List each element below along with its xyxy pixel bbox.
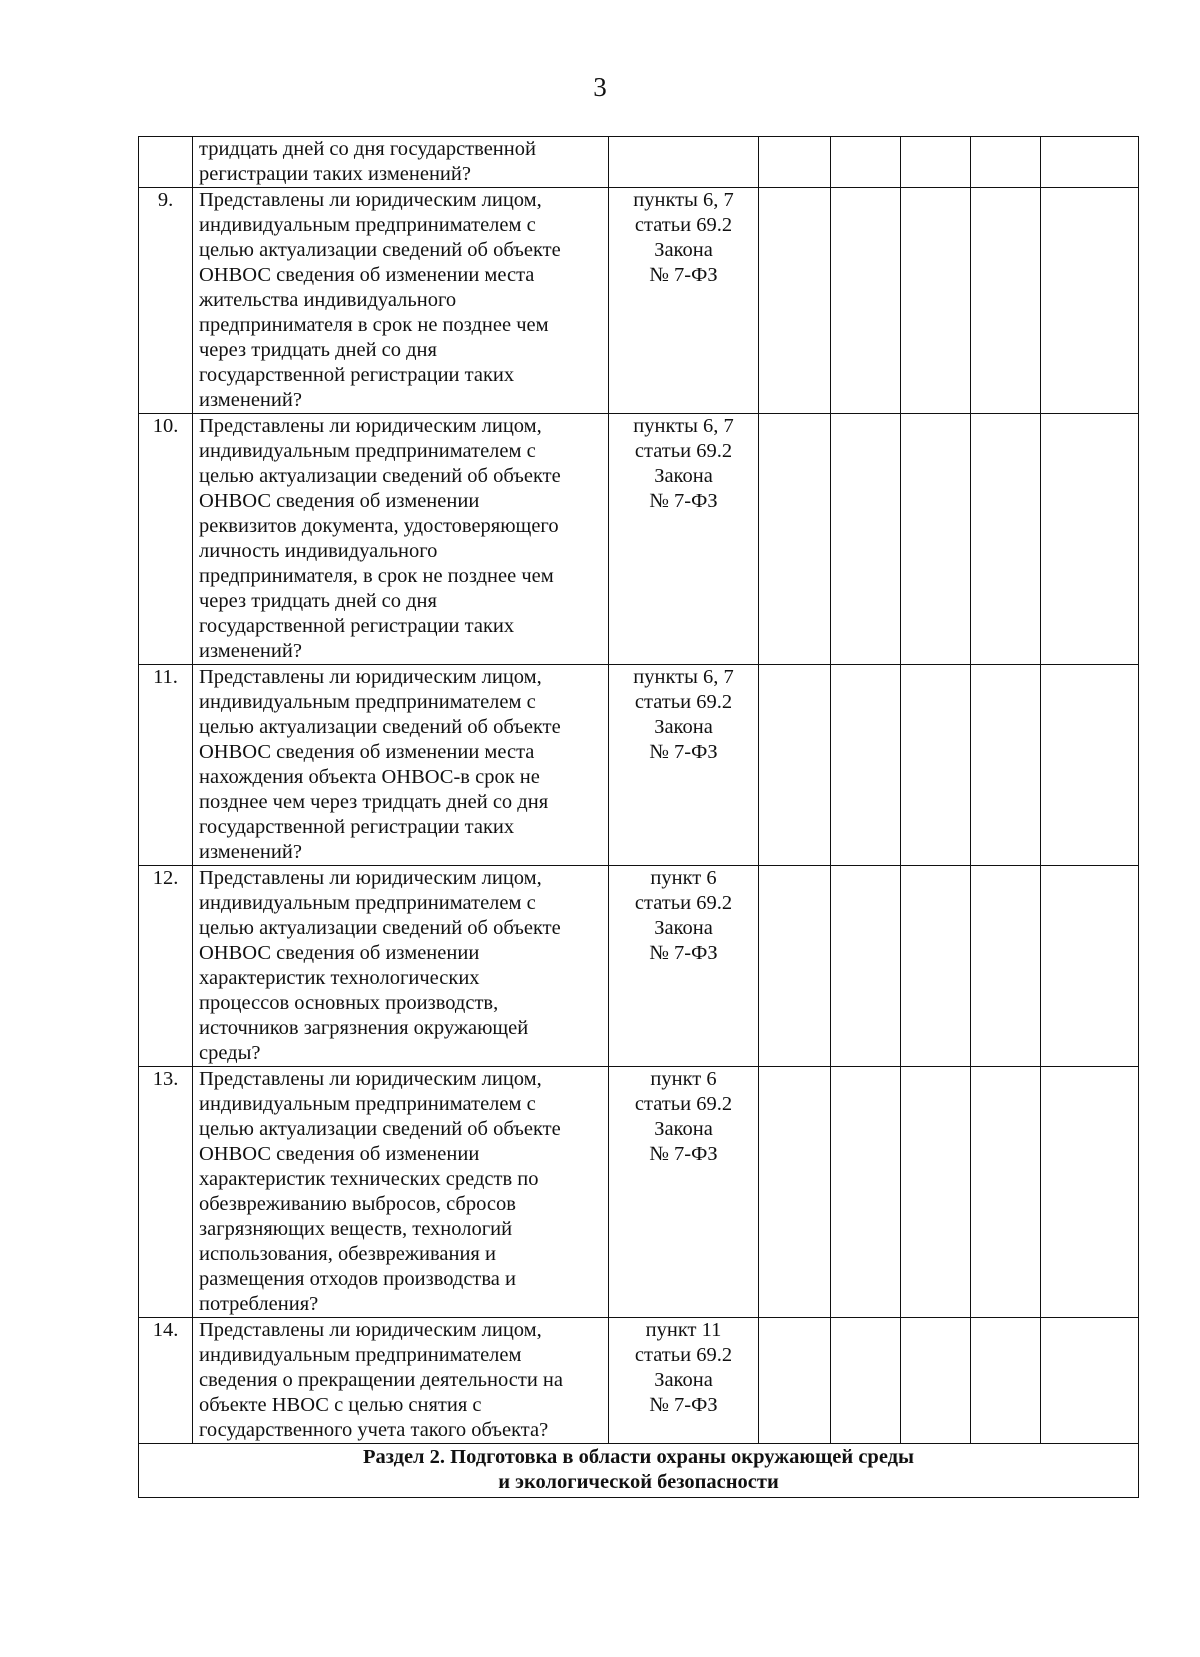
question-cell: [193, 414, 609, 665]
question-line: индивидуальным предпринимателем с: [199, 1093, 536, 1115]
question-line: использования, обезвреживания и: [199, 1243, 496, 1265]
answer-cell: [831, 188, 901, 414]
question-line: ОНВОС сведения об изменении: [199, 490, 480, 512]
question-line: загрязняющих веществ, технологий: [199, 1218, 513, 1240]
legal-reference-line: № 7-ФЗ: [649, 490, 718, 512]
question-line: регистрации таких изменений?: [199, 163, 471, 185]
legal-reference-line: № 7-ФЗ: [649, 1394, 718, 1416]
question-line: ОНВОС сведения об изменении места: [199, 264, 535, 286]
legal-reference-line: пункт 11: [645, 1319, 722, 1341]
answer-cell: [1041, 188, 1139, 414]
legal-reference-line: статьи 69.2: [634, 691, 733, 713]
question-line: целью актуализации сведений об объекте: [199, 465, 561, 487]
answer-cell: [831, 866, 901, 1067]
section-heading-line: и экологической безопасности: [498, 1471, 779, 1493]
answer-cell: [1041, 137, 1139, 188]
answer-cell: [759, 414, 831, 665]
row-number: 14.: [139, 1318, 193, 1444]
question-line: Представлены ли юридическим лицом,: [199, 189, 542, 211]
question-line: Представлены ли юридическим лицом,: [199, 1319, 542, 1341]
question-line: сведения о прекращении деятельности на: [199, 1369, 563, 1391]
answer-cell: [901, 188, 971, 414]
question-line: позднее чем через тридцать дней со дня: [199, 791, 549, 813]
question-cell: [193, 137, 609, 188]
legal-reference-cell: [609, 1067, 759, 1318]
question-cell: [193, 188, 609, 414]
question-line: изменений?: [199, 640, 302, 662]
question-line: ОНВОС сведения об изменении места: [199, 741, 535, 763]
legal-reference-line: статьи 69.2: [634, 440, 733, 462]
question-line: через тридцать дней со дня: [199, 590, 437, 612]
question-line: целью актуализации сведений об объекте: [199, 917, 561, 939]
question-line: предпринимателя в срок не позднее чем: [199, 314, 549, 336]
answer-cell: [901, 1318, 971, 1444]
answer-cell: [901, 137, 971, 188]
answer-cell: [971, 866, 1041, 1067]
question-line: Представлены ли юридическим лицом,: [199, 1068, 542, 1090]
question-line: государственной регистрации таких: [199, 364, 515, 386]
table-row: [139, 665, 1139, 866]
table-row: [139, 414, 1139, 665]
question-line: личность индивидуального: [199, 540, 438, 562]
question-line: индивидуальным предпринимателем с: [199, 214, 536, 236]
row-number: [139, 137, 193, 188]
question-line: государственной регистрации таких: [199, 615, 515, 637]
page-number: 3: [593, 72, 607, 102]
answer-cell: [901, 1067, 971, 1318]
answer-cell: [759, 866, 831, 1067]
legal-reference-line: пункты 6, 7: [633, 666, 734, 688]
question-line: реквизитов документа, удостоверяющего: [199, 515, 559, 537]
question-line: характеристик технических средств по: [199, 1168, 539, 1190]
answer-cell: [759, 137, 831, 188]
answer-cell: [901, 866, 971, 1067]
question-line: характеристик технологических: [199, 967, 480, 989]
row-number: 11.: [139, 665, 193, 866]
answer-cell: [901, 665, 971, 866]
question-line: процессов основных производств,: [199, 992, 499, 1014]
legal-reference-line: № 7-ФЗ: [649, 1143, 718, 1165]
question-line: индивидуальным предпринимателем с: [199, 691, 536, 713]
legal-reference-line: Закона: [654, 465, 713, 487]
answer-cell: [971, 1318, 1041, 1444]
question-line: обезвреживанию выбросов, сбросов: [199, 1193, 516, 1215]
question-line: государственного учета такого объекта?: [199, 1419, 549, 1441]
question-cell: [193, 866, 609, 1067]
question-line: целью актуализации сведений об объекте: [199, 1118, 561, 1140]
answer-cell: [901, 414, 971, 665]
answer-cell: [759, 1067, 831, 1318]
table-row: [139, 188, 1139, 414]
legal-reference-line: Закона: [654, 716, 713, 738]
answer-cell: [971, 1067, 1041, 1318]
row-number: 12.: [139, 866, 193, 1067]
legal-reference-line: статьи 69.2: [634, 214, 733, 236]
question-line: источников загрязнения окружающей: [199, 1017, 529, 1039]
answer-cell: [831, 665, 901, 866]
question-line: Представлены ли юридическим лицом,: [199, 666, 542, 688]
legal-reference-cell: [609, 188, 759, 414]
table-row: [139, 1318, 1139, 1444]
legal-reference-line: № 7-ФЗ: [649, 741, 718, 763]
answer-cell: [1041, 1067, 1139, 1318]
answer-cell: [1041, 414, 1139, 665]
question-line: через тридцать дней со дня: [199, 339, 437, 361]
answer-cell: [971, 188, 1041, 414]
question-line: жительства индивидуального: [199, 289, 457, 311]
legal-reference-line: пункты 6, 7: [633, 415, 734, 437]
legal-reference-line: № 7-ФЗ: [649, 942, 718, 964]
answer-cell: [971, 665, 1041, 866]
row-number: 10.: [139, 414, 193, 665]
section-heading-line: Раздел 2. Подготовка в области охраны окружающей среды: [362, 1446, 915, 1468]
question-line: объекте НВОС с целью снятия с: [199, 1394, 482, 1416]
legal-reference-line: пункты 6, 7: [633, 189, 734, 211]
question-line: индивидуальным предпринимателем: [199, 1344, 522, 1366]
question-line: целью актуализации сведений об объекте: [199, 239, 561, 261]
answer-cell: [759, 1318, 831, 1444]
legal-reference-line: статьи 69.2: [634, 1093, 733, 1115]
question-line: Представлены ли юридическим лицом,: [199, 415, 542, 437]
answer-cell: [971, 414, 1041, 665]
question-line: изменений?: [199, 841, 302, 863]
answer-cell: [831, 137, 901, 188]
legal-reference-cell: [609, 665, 759, 866]
question-cell: [193, 1067, 609, 1318]
legal-reference-line: Закона: [654, 1118, 713, 1140]
section-heading: [139, 1444, 1139, 1498]
question-cell: [193, 665, 609, 866]
answer-cell: [1041, 1318, 1139, 1444]
question-line: ОНВОС сведения об изменении: [199, 942, 480, 964]
legal-reference-line: Закона: [654, 239, 713, 261]
legal-reference-cell: [609, 866, 759, 1067]
section-heading-row: [139, 1444, 1139, 1498]
question-line: потребления?: [199, 1293, 319, 1315]
question-line: целью актуализации сведений об объекте: [199, 716, 561, 738]
question-cell: [193, 1318, 609, 1444]
question-line: среды?: [199, 1042, 261, 1064]
question-line: Представлены ли юридическим лицом,: [199, 867, 542, 889]
question-line: размещения отходов производства и: [199, 1268, 516, 1290]
question-line: индивидуальным предпринимателем с: [199, 892, 536, 914]
question-line: изменений?: [199, 389, 302, 411]
answer-cell: [831, 1067, 901, 1318]
table-row: [139, 137, 1139, 188]
legal-reference-cell: [609, 414, 759, 665]
legal-reference-line: № 7-ФЗ: [649, 264, 718, 286]
legal-reference-line: Закона: [654, 1369, 713, 1391]
table-row: [139, 1067, 1139, 1318]
legal-reference-cell: [609, 1318, 759, 1444]
question-line: предпринимателя, в срок не позднее чем: [199, 565, 554, 587]
checklist-table: [138, 136, 1139, 1498]
question-line: нахождения объекта ОНВОС-в срок не: [199, 766, 540, 788]
row-number: 13.: [139, 1067, 193, 1318]
legal-reference-line: статьи 69.2: [634, 892, 733, 914]
table-row: [139, 866, 1139, 1067]
question-line: государственной регистрации таких: [199, 816, 515, 838]
answer-cell: [831, 1318, 901, 1444]
question-line: ОНВОС сведения об изменении: [199, 1143, 480, 1165]
question-line: индивидуальным предпринимателем с: [199, 440, 536, 462]
answer-cell: [1041, 665, 1139, 866]
answer-cell: [1041, 866, 1139, 1067]
answer-cell: [759, 665, 831, 866]
row-number: 9.: [139, 188, 193, 414]
answer-cell: [759, 188, 831, 414]
question-line: тридцать дней со дня государственной: [199, 138, 536, 160]
answer-cell: [971, 137, 1041, 188]
legal-reference-line: пункт 6: [650, 1068, 717, 1090]
answer-cell: [831, 414, 901, 665]
legal-reference-line: Закона: [654, 917, 713, 939]
legal-reference-line: статьи 69.2: [634, 1344, 733, 1366]
legal-reference-cell: [609, 137, 759, 188]
legal-reference-line: пункт 6: [650, 867, 717, 889]
